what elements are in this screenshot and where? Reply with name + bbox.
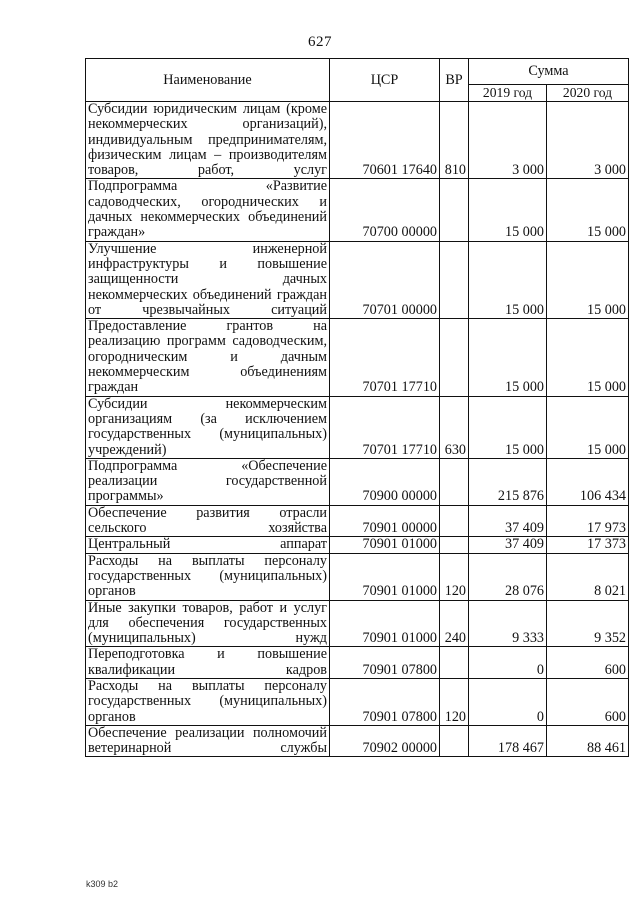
row-sum-2019: 178 467 [469, 725, 547, 757]
row-name: Субсидии юридическим лицам (кроме некоммерческих организаций), индивидуальным предпринимателям, физическим лицам – производителям товаров, работ, услуг [86, 102, 330, 179]
row-vr [440, 458, 469, 505]
table-row [86, 102, 629, 179]
row-name: Субсидии некоммерческим организациям (за исключением государственных (муниципальных) учреждений) [86, 396, 330, 458]
row-sum-2019: 28 076 [469, 553, 547, 600]
row-sum-2020: 106 434 [547, 458, 629, 505]
row-vr [440, 647, 469, 679]
table-row [86, 553, 629, 600]
row-sum-2019: 37 409 [469, 537, 547, 553]
row-sum-2019: 15 000 [469, 179, 547, 241]
budget-table [85, 58, 629, 757]
table-row [86, 600, 629, 647]
row-vr: 810 [440, 102, 469, 179]
table-row [86, 458, 629, 505]
row-csr: 70901 00000 [330, 505, 440, 537]
row-csr: 70700 00000 [330, 179, 440, 241]
row-vr: 630 [440, 396, 469, 458]
row-sum-2019: 215 876 [469, 458, 547, 505]
table-row [86, 505, 629, 537]
row-csr: 70701 17710 [330, 396, 440, 458]
header-year-2020: 2020 год [547, 85, 629, 102]
row-csr: 70900 00000 [330, 458, 440, 505]
row-name: Расходы на выплаты персоналу государственных (муниципальных) органов [86, 553, 330, 600]
row-name: Центральный аппарат [86, 537, 330, 553]
header-vr: ВР [440, 59, 469, 102]
row-name: Переподготовка и повышение квалификации кадров [86, 647, 330, 679]
page-number: 627 [308, 34, 332, 50]
header-name: Наименование [86, 59, 330, 102]
row-sum-2020: 600 [547, 678, 629, 725]
header-sum: Сумма [469, 59, 629, 85]
table-row [86, 241, 629, 318]
row-sum-2020: 15 000 [547, 319, 629, 396]
row-csr: 70901 01000 [330, 553, 440, 600]
row-csr: 70701 00000 [330, 241, 440, 318]
row-vr [440, 725, 469, 757]
row-name: Улучшение инженерной инфраструктуры и повышение защищенности дачных некоммерческих объединений граждан от чрезвычайных ситуаций [86, 241, 330, 318]
row-sum-2020: 9 352 [547, 600, 629, 647]
row-sum-2020: 600 [547, 647, 629, 679]
row-csr: 70701 17710 [330, 319, 440, 396]
table-row [86, 647, 629, 679]
row-vr: 120 [440, 553, 469, 600]
row-sum-2019: 0 [469, 647, 547, 679]
table-row [86, 537, 629, 553]
row-name: Обеспечение развития отрасли сельского хозяйства [86, 505, 330, 537]
row-sum-2020: 17 373 [547, 537, 629, 553]
row-csr: 70601 17640 [330, 102, 440, 179]
header-year-2019: 2019 год [469, 85, 547, 102]
table-row [86, 179, 629, 241]
row-csr: 70901 01000 [330, 600, 440, 647]
row-sum-2020: 15 000 [547, 396, 629, 458]
row-sum-2020: 15 000 [547, 179, 629, 241]
row-sum-2020: 17 973 [547, 505, 629, 537]
row-vr [440, 319, 469, 396]
table-row [86, 725, 629, 757]
row-name: Подпрограмма «Развитие садоводческих, огороднических и дачных некоммерческих объединений граждан» [86, 179, 330, 241]
row-sum-2020: 8 021 [547, 553, 629, 600]
row-vr [440, 179, 469, 241]
row-sum-2020: 88 461 [547, 725, 629, 757]
row-sum-2020: 15 000 [547, 241, 629, 318]
row-csr: 70901 01000 [330, 537, 440, 553]
row-sum-2019: 15 000 [469, 396, 547, 458]
row-sum-2020: 3 000 [547, 102, 629, 179]
row-name: Расходы на выплаты персоналу государственных (муниципальных) органов [86, 678, 330, 725]
row-vr [440, 537, 469, 553]
row-name: Подпрограмма «Обеспечение реализации государственной программы» [86, 458, 330, 505]
row-name: Предоставление грантов на реализацию программ садоводческим, огородническим и дачным некоммерческим объединениям граждан [86, 319, 330, 396]
row-vr [440, 505, 469, 537]
row-vr: 240 [440, 600, 469, 647]
footer-code: k309 b2 [86, 879, 119, 889]
row-sum-2019: 0 [469, 678, 547, 725]
row-sum-2019: 9 333 [469, 600, 547, 647]
row-sum-2019: 15 000 [469, 241, 547, 318]
table-row [86, 319, 629, 396]
table-row [86, 396, 629, 458]
row-name: Обеспечение реализации полномочий ветеринарной службы [86, 725, 330, 757]
table-row [86, 678, 629, 725]
row-vr [440, 241, 469, 318]
row-vr: 120 [440, 678, 469, 725]
header-csr: ЦСР [330, 59, 440, 102]
row-name: Иные закупки товаров, работ и услуг для обеспечения государственных (муниципальных) нужд [86, 600, 330, 647]
row-sum-2019: 3 000 [469, 102, 547, 179]
row-csr: 70901 07800 [330, 678, 440, 725]
row-sum-2019: 37 409 [469, 505, 547, 537]
row-csr: 70902 00000 [330, 725, 440, 757]
row-sum-2019: 15 000 [469, 319, 547, 396]
row-csr: 70901 07800 [330, 647, 440, 679]
